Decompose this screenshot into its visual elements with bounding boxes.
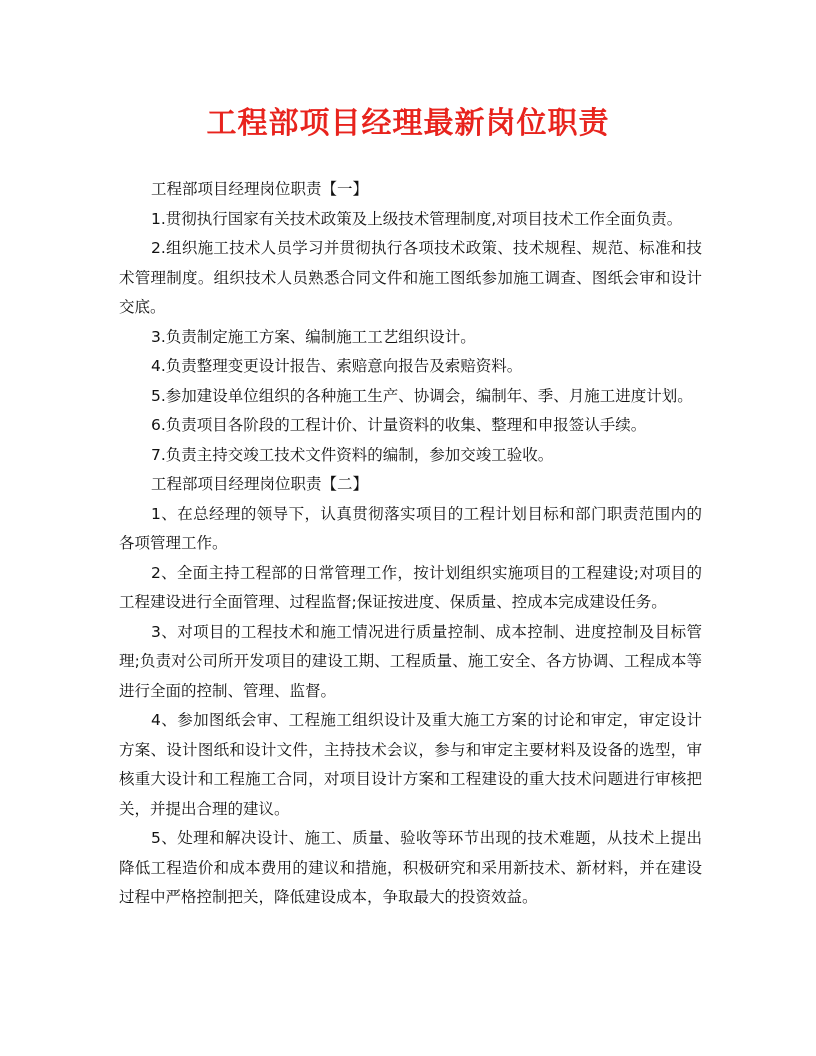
paragraph: 7.负责主持交竣工技术文件资料的编制，参加交竣工验收。	[151, 445, 554, 464]
paragraph: 2、全面主持工程部的日常管理工作，按计划组织实施项目的工程建设;对项目的工程建设进行全面管理、过程监督;保证按进度、保质量、控成本完成建设任务。	[119, 563, 702, 611]
paragraph: 6.负责项目各阶段的工程计价、计量资料的收集、整理和申报签认手续。	[151, 416, 647, 434]
section-heading-2: 工程部项目经理岗位职责【二】	[151, 475, 369, 493]
paragraph: 5.参加建设单位组织的各种施工生产、协调会，编制年、季、月施工进度计划。	[151, 386, 693, 405]
paragraph: 4.负责整理变更设计报告、索赔意向报告及索赔资料。	[151, 357, 523, 375]
paragraph: 1、在总经理的领导下，认真贯彻落实项目的工程计划目标和部门职责范围内的各项管理工作。	[119, 504, 702, 552]
document-title: 工程部项目经理最新岗位职责	[206, 106, 610, 141]
paragraph: 4、参加图纸会审、工程施工组织设计及重大施工方案的讨论和审定，审定设计方案、设计图纸和设计文件，主持技术会议，参与和审定主要材料及设备的选型，审核重大设计和工程施工合同，对项目设计方案和工程建设的重大技术问题进行审核把关，并提出合理的建议。	[119, 711, 702, 818]
paragraph: 2.组织施工技术人员学习并贯彻执行各项技术政策、技术规程、规范、标准和技术管理制度。组织技术人员熟悉合同文件和施工图纸参加施工调查、图纸会审和设计交底。	[119, 239, 702, 316]
section-heading-1: 工程部项目经理岗位职责【一】	[151, 180, 369, 198]
paragraph: 3.负责制定施工方案、编制施工工艺组织设计。	[151, 327, 476, 346]
document-body	[119, 175, 702, 913]
paragraph: 1.贯彻执行国家有关技术政策及上级技术管理制度,对项目技术工作全面负责。	[151, 209, 683, 228]
paragraph: 3、对项目的工程技术和施工情况进行质量控制、成本控制、进度控制及目标管理;负责对公司所开发项目的建设工期、工程质量、施工安全、各方协调、工程成本等进行全面的控制、管理、监督。	[119, 622, 702, 700]
paragraph: 5、处理和解决设计、施工、质量、验收等环节出现的技术难题，从技术上提出降低工程造价和成本费用的建议和措施，积极研究和采用新技术、新材料，并在建设过程中严格控制把关，降低建设成本，争取最大的投资效益。	[119, 829, 702, 906]
